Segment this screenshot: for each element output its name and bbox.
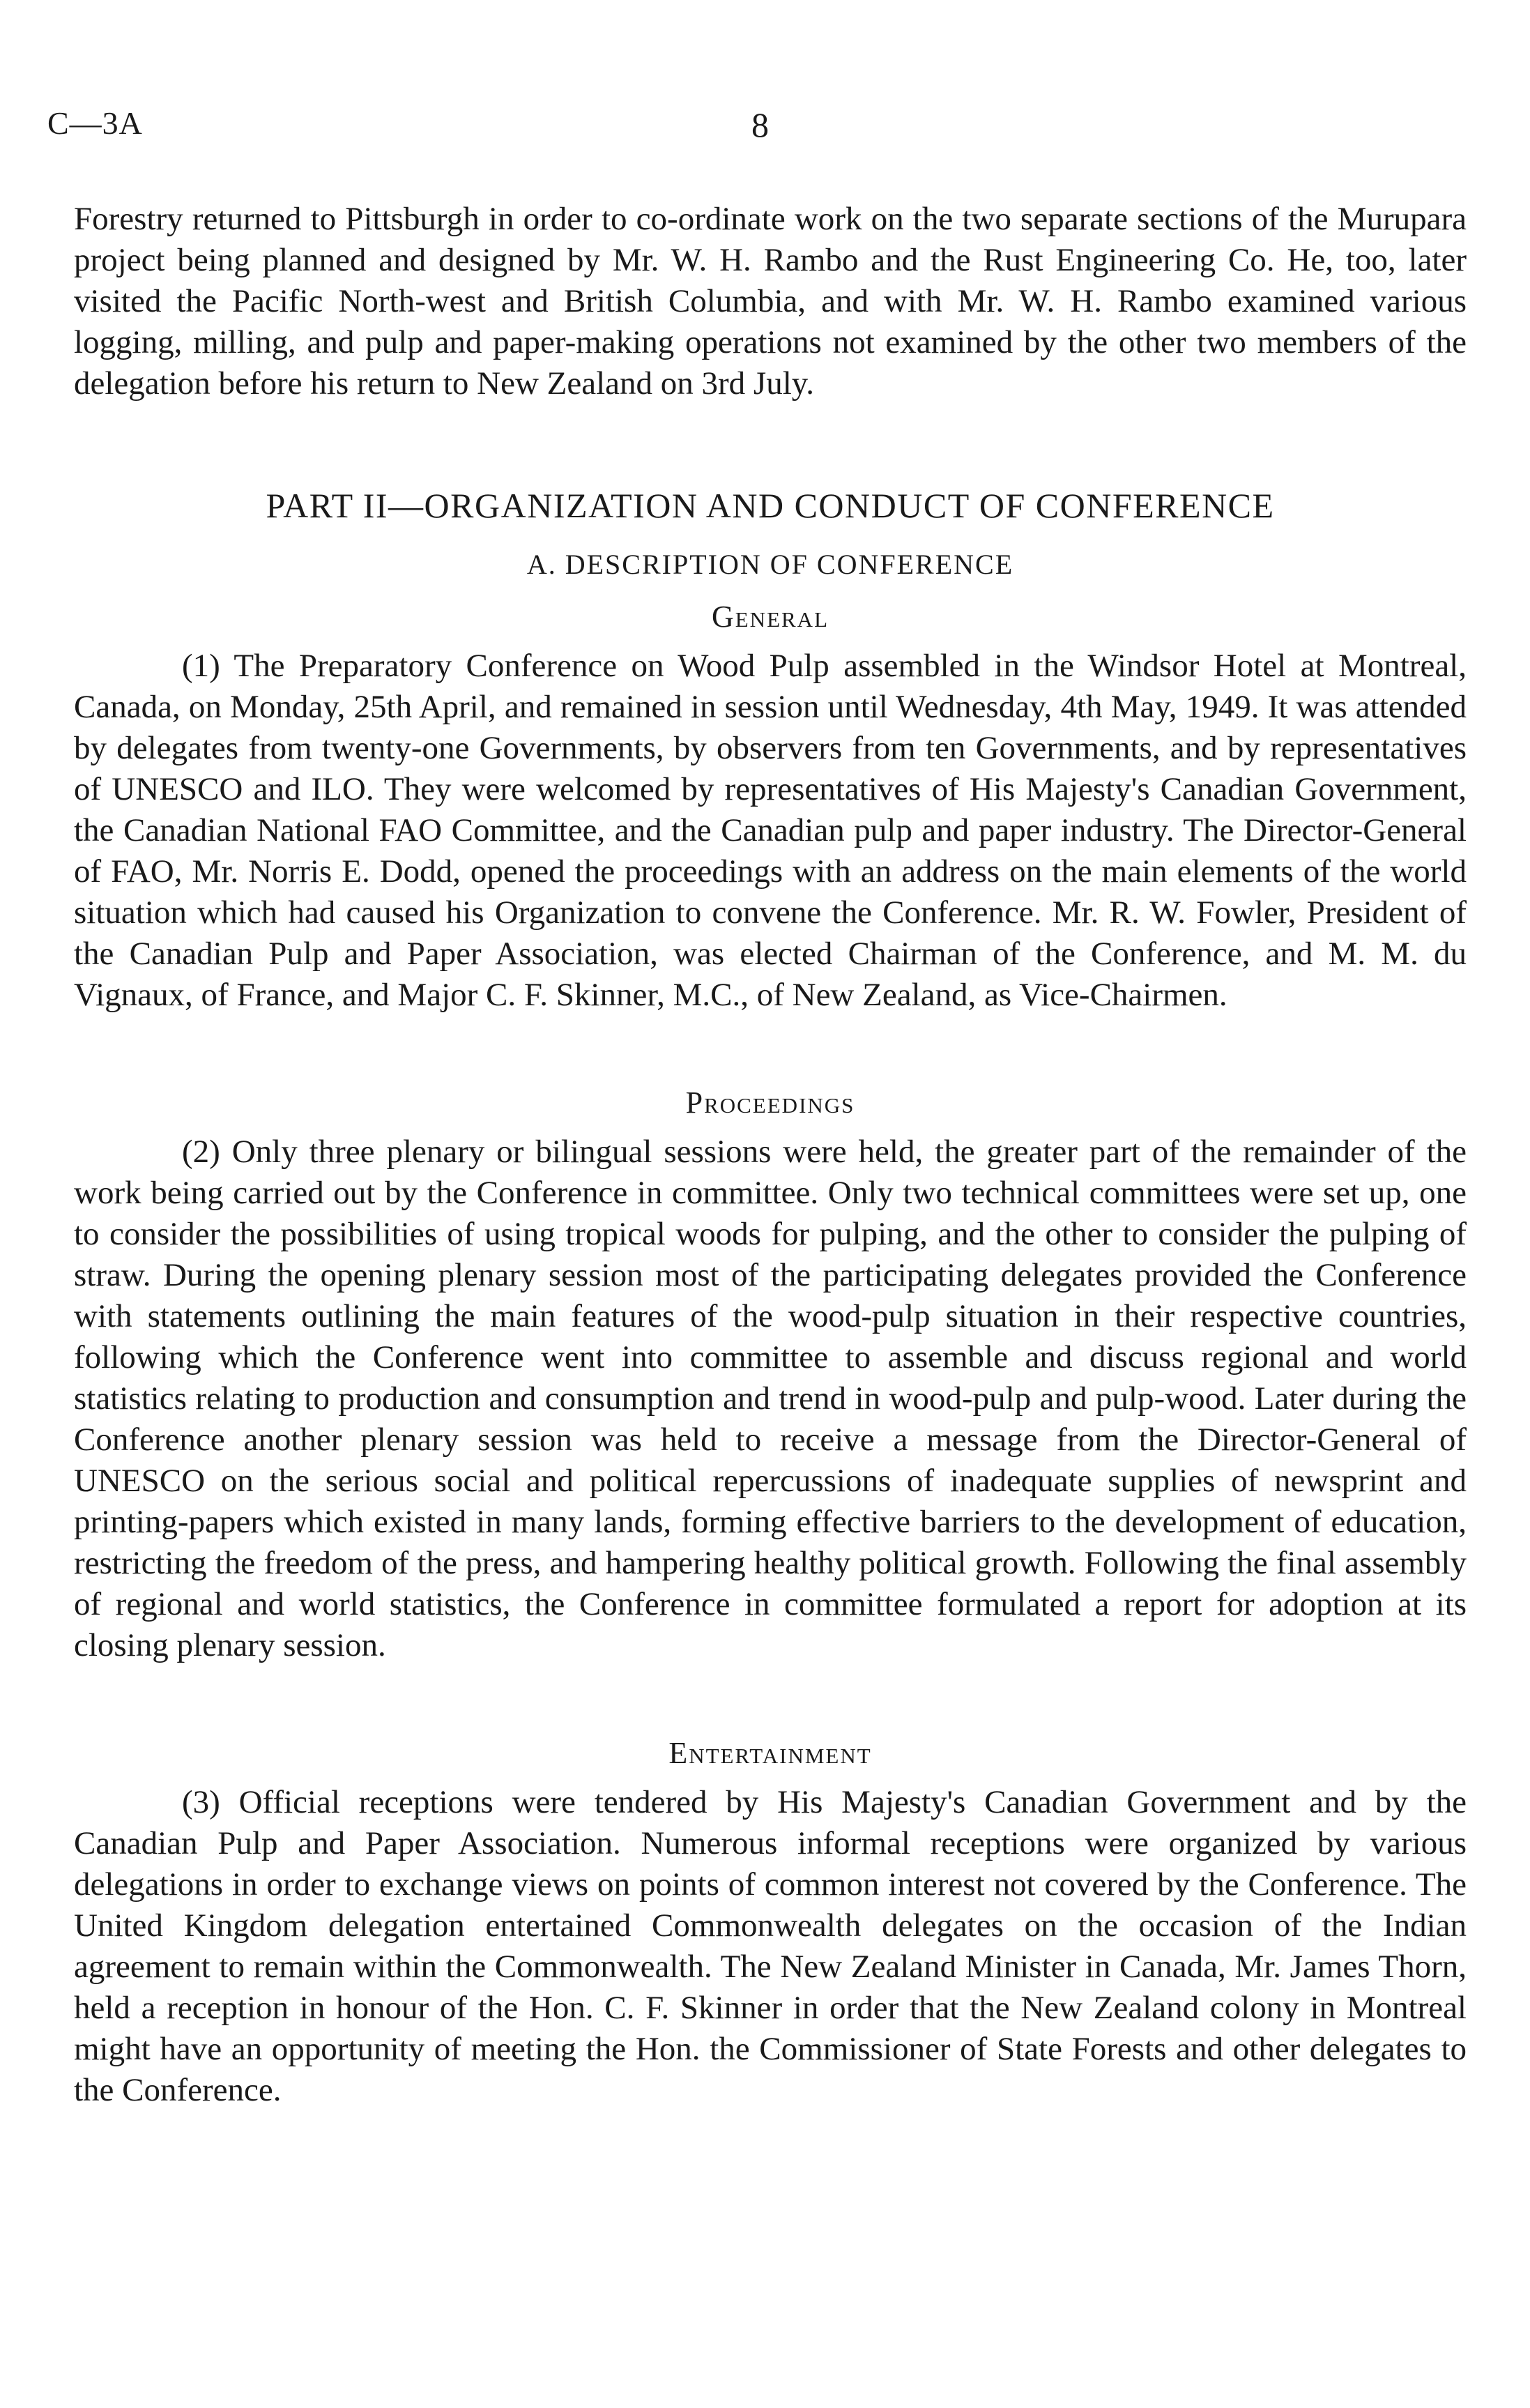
- entertainment-paragraph: (3) Official receptions were tendered by His Majesty's Canadian Government and by the Canadian Pulp and Paper Association. Numerous informal receptions were organized by various delegations in order to exchange views on points of common interest not covered by the Conference. The United Kingdom delegation entertained Commonwealth delegates on the occasion of the Indian agreement to remain within the Commonwealth. The New Zealand Minister in Canada, Mr. James Thorn, held a reception in honour of the Hon. C. F. Skinner in order that the New Zealand colony in Montreal might have an opportunity of meeting the Hon. the Commissioner of State Forests and other delegates to the Conference.: [74, 1784, 1467, 2108]
- proceedings-heading: Proceedings: [685, 1085, 855, 1120]
- general-paragraph: (1) The Preparatory Conference on Wood Pulp assembled in the Windsor Hotel at Montreal, Canada, on Monday, 25th April, and remained in session until Wednesday, 4th May, 1949. It was attended by delegates from twenty-one Governments, by observers from ten Governments, and by representatives of UNESCO and ILO. They were welcomed by representatives of His Majesty's Canadian Government, the Canadian National FAO Committee, and the Canadian pulp and paper industry. The Director-General of FAO, Mr. Norris E. Dodd, opened the proceedings with an address on the main elements of the world situation which had caused his Organization to convene the Conference. Mr. R. W. Fowler, President of the Canadian Pulp and Paper Association, was elected Chairman of the Conference, and M. M. du Vignaux, of France, and Major C. F. Skinner, M.C., of New Zealand, as Vice-Chairmen.: [74, 648, 1467, 1013]
- general-heading: General: [711, 600, 829, 634]
- intro-paragraph: Forestry returned to Pittsburgh in order to co-ordinate work on the two separate sections of the Murupara project being planned and designed by Mr. W. H. Rambo and the Rust Engineering Co. He, too, later visited the Pacific North-west and British Columbia, and with Mr. W. H. Rambo examined various logging, milling, and pulp and paper-making operations not examined by the other two members of the delegation before his return to New Zealand on 3rd July.: [74, 201, 1467, 402]
- page-header: [47, 105, 1469, 153]
- proceedings-paragraph: (2) Only three plenary or bilingual sessions were held, the greater part of the remainder of the work being carried out by the Conference in committee. Only two technical committees were set up, one to consider the possibilities of using tropical woods for pulping, and the other to consider the pulping of straw. During the opening plenary session most of the participating delegates provided the Conference with statements outlining the main features of the wood-pulp situation in their respective countries, following which the Conference went into committee to assemble and discuss regional and world statistics relating to production and consumption and trend in wood-pulp and pulp-wood. Later during the Conference another plenary session was held to receive a message from the Director-General of UNESCO on the serious social and political repercussions of inadequate supplies of newsprint and printing-papers which existed in many lands, forming effective barriers to the development of education, restricting the freedom of the press, and hampering healthy political growth. Following the final assembly of regional and world statistics, the Conference in committee formulated a report for adoption at its closing plenary session.: [74, 1134, 1467, 1663]
- section-subheading: A. DESCRIPTION OF CONFERENCE: [526, 549, 1014, 580]
- page-number: 8: [751, 105, 769, 144]
- document-reference: C—3A: [47, 105, 143, 141]
- part-heading: PART II—ORGANIZATION AND CONDUCT OF CONFERENCE: [266, 486, 1275, 525]
- entertainment-heading: Entertainment: [668, 1736, 872, 1770]
- body-text: [74, 199, 1467, 2111]
